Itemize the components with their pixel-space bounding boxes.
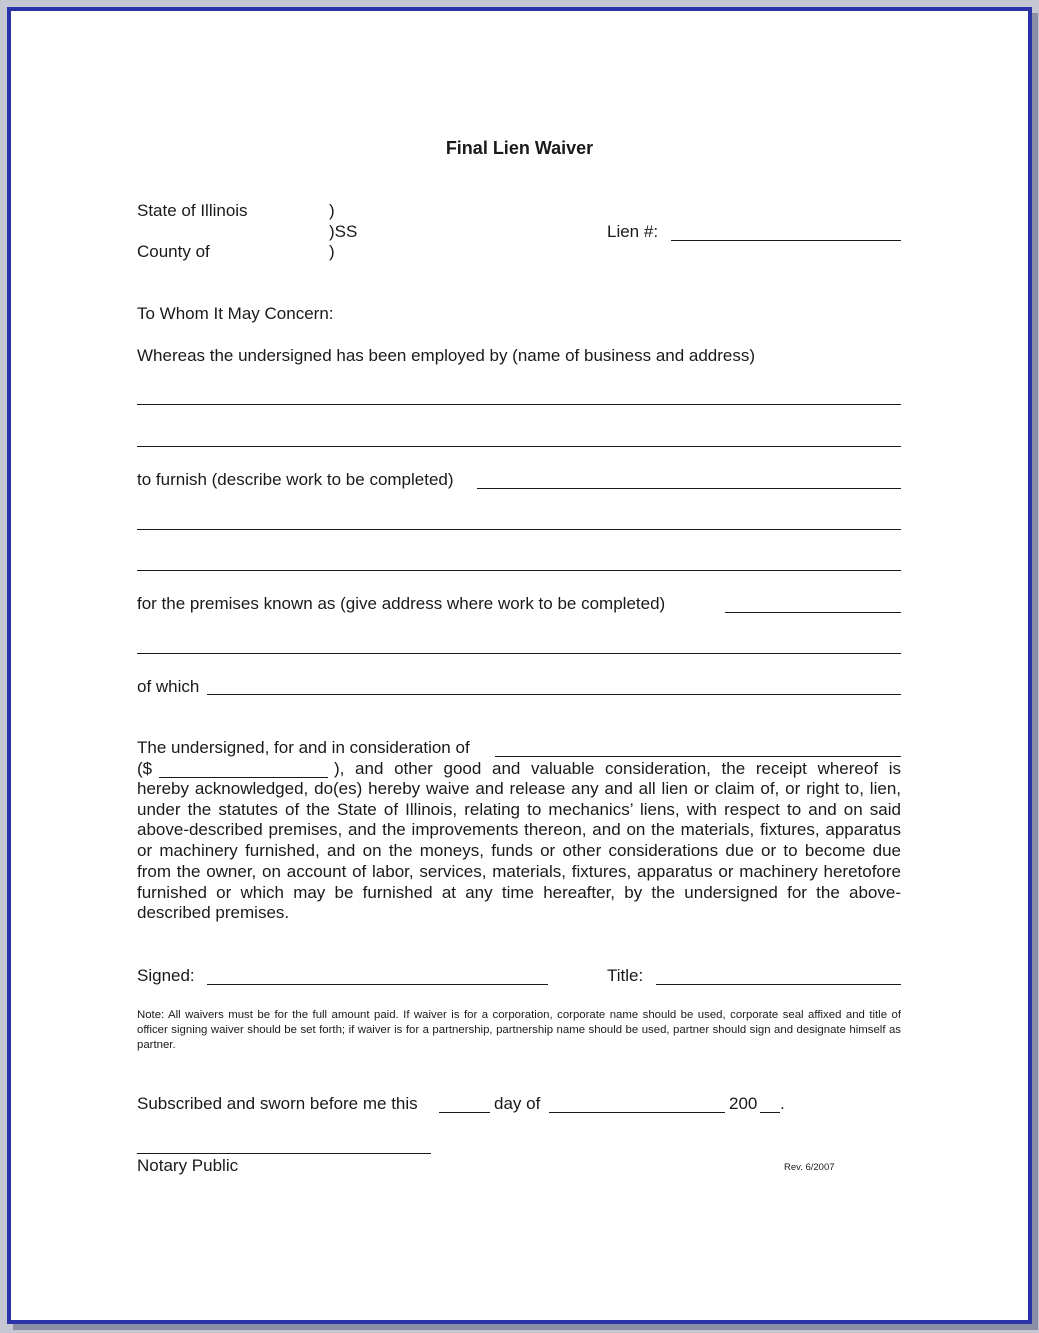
employer-line-2[interactable] [137,446,901,447]
sworn-day-field[interactable] [439,1112,490,1113]
sworn-prefix: Subscribed and sworn before me this [137,1094,418,1113]
title-label: Title: [607,966,644,985]
dollar-prefix: ($ [137,759,153,778]
employer-line-1[interactable] [137,404,901,405]
signature-line[interactable] [207,984,548,985]
title-line[interactable] [656,984,901,985]
sworn-year-prefix: 200 [729,1094,758,1113]
consideration-line[interactable] [495,756,901,757]
notary-label: Notary Public [137,1156,239,1175]
lien-number-label: Lien #: [607,222,659,241]
sworn-year-field[interactable] [760,1112,780,1113]
furnish-label: to furnish (describe work to be completed) [137,470,454,489]
waiver-paragraph: hereby acknowledged, do(es) hereby waive and release any and all lien or claim of, or right to, lien, under the statutes of the State of Illinois, relating to mechanics’ liens, with respect to and on said above-described premises, and the improvements thereon, and on the materials, fixtures, apparatus or machinery furnished, and on the moneys, funds or other considerations due or to become due from the owner, on account of labor, services, materials, fixtures, apparatus or machinery heretofore furnished or which may be furnished at any time hereafter, by the undersigned for the above-described premises. [137,779,901,923]
lien-number-field[interactable] [671,240,901,241]
document-title: Final Lien Waiver [445,138,594,158]
employed-by-label: Whereas the undersigned has been employed by (name of business and address) [137,346,756,365]
work-description-line-3[interactable] [137,570,901,571]
venue-paren-top: ) [329,201,335,220]
work-description-line-2[interactable] [137,529,901,530]
sworn-month-field[interactable] [549,1112,725,1113]
ss-label: )SS [329,222,358,241]
work-description-line-1[interactable] [477,488,901,489]
county-label: County of [137,242,210,261]
revision-label: Rev. 6/2007 [784,1162,835,1173]
sworn-day-label: day of [494,1094,541,1113]
dollar-amount-field[interactable] [159,777,328,778]
of-which-label: of which [137,677,200,696]
sworn-year-suffix: . [780,1094,785,1113]
premises-label: for the premises known as (give address where work to be completed) [137,594,666,613]
notary-signature-line[interactable] [137,1153,431,1154]
premises-address-line-2[interactable] [137,653,901,654]
consideration-label: The undersigned, for and in consideration of [137,738,470,757]
signed-label: Signed: [137,966,195,985]
salutation: To Whom It May Concern: [137,304,334,323]
waiver-first-line: ), and other good and valuable consideration, the receipt whereof is [334,759,901,778]
note-paragraph: Note: All waivers must be for the full amount paid. If waiver is for a corporation, corporate name should be used, corporate seal affixed and title of officer signing waiver should be set forth; if waiver is for a partnership, partnership name should be used, partner should sign and designate himself as partner. [137,1009,901,1051]
premises-address-line-1[interactable] [725,612,901,613]
venue-paren-bottom: ) [329,242,335,261]
state-label: State of Illinois [137,201,248,220]
of-which-line[interactable] [207,694,901,695]
